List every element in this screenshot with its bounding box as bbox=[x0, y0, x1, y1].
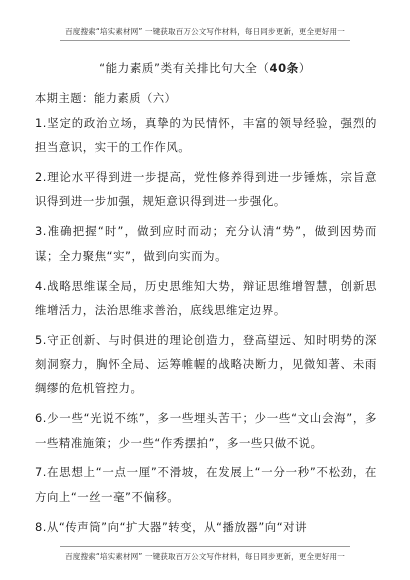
list-item bbox=[35, 219, 377, 268]
item-text: 坚定的政治立场，真挚的为民情怀，丰富的领导经验，强烈的担当意识，实干的工作作风。 bbox=[35, 116, 377, 155]
list-item bbox=[35, 406, 377, 455]
item-number: 6. bbox=[35, 411, 47, 426]
title-text: “能力素质”类有关排比句大全（ bbox=[99, 61, 270, 75]
title-count: 40条 bbox=[269, 61, 299, 75]
item-number: 3. bbox=[35, 224, 47, 239]
item-number: 5. bbox=[35, 332, 47, 347]
list-item bbox=[35, 165, 377, 214]
sentence-list bbox=[35, 111, 377, 545]
item-number: 2. bbox=[35, 170, 47, 185]
item-text: 少一些“光说不练”，多一些埋头苦干；少一些“文山会海”，多一些精准施策；少一些“作秀摆拍”，多一些只做不说。 bbox=[35, 411, 377, 450]
item-text: 守正创新、与时俱进的理论创造力，登高望远、知时明势的深刻洞察力，胸怀全局、运筹帷幄的战略决断力，见微知著、未雨绸缪的危机管控力。 bbox=[35, 332, 377, 396]
title-close: ） bbox=[298, 61, 311, 75]
header-divider bbox=[60, 40, 350, 41]
list-item bbox=[35, 515, 377, 539]
item-text: 准确把握“时”，做到应时而动；充分认清“势”，做到因势而谋；全力聚焦“实”，做到向实而为。 bbox=[35, 224, 377, 263]
item-text: 在思想上“一点一厘”不滑坡，在发展上“一分一秒”不松劲，在方向上“一丝一毫”不偏移。 bbox=[35, 465, 377, 504]
document-title bbox=[0, 60, 410, 76]
item-number: 8. bbox=[35, 519, 47, 534]
issue-subject: 本期主题：能力素质（六） bbox=[35, 92, 177, 105]
item-number: 1. bbox=[35, 116, 47, 130]
list-item bbox=[35, 460, 377, 509]
header-banner: 百度搜索“培实素材网” 一键获取百万公文写作材料，每日同步更新，更全更好用一 bbox=[65, 27, 345, 36]
item-number: 4. bbox=[35, 278, 47, 293]
list-item bbox=[35, 111, 377, 160]
item-text: 战略思维谋全局，历史思维知大势，辩证思维增智慧，创新思维增活力，法治思维求善治，底线思维定边界。 bbox=[35, 278, 377, 317]
list-item bbox=[35, 328, 377, 401]
footer-divider bbox=[60, 546, 350, 547]
list-item bbox=[35, 274, 377, 323]
item-number: 7. bbox=[35, 465, 47, 480]
footer-banner: 百度搜索“培实素材网” 一键获取百万公文写作材料，每日同步更新，更全更好用一 bbox=[65, 552, 345, 561]
item-text: 从“传声筒”向“扩大器”转变，从“播放器”向“对讲 bbox=[46, 519, 308, 534]
item-text: 理论水平得到进一步提高，党性修养得到进一步锤炼，宗旨意识得到进一步加强，规矩意识得到进一步强化。 bbox=[35, 170, 377, 209]
